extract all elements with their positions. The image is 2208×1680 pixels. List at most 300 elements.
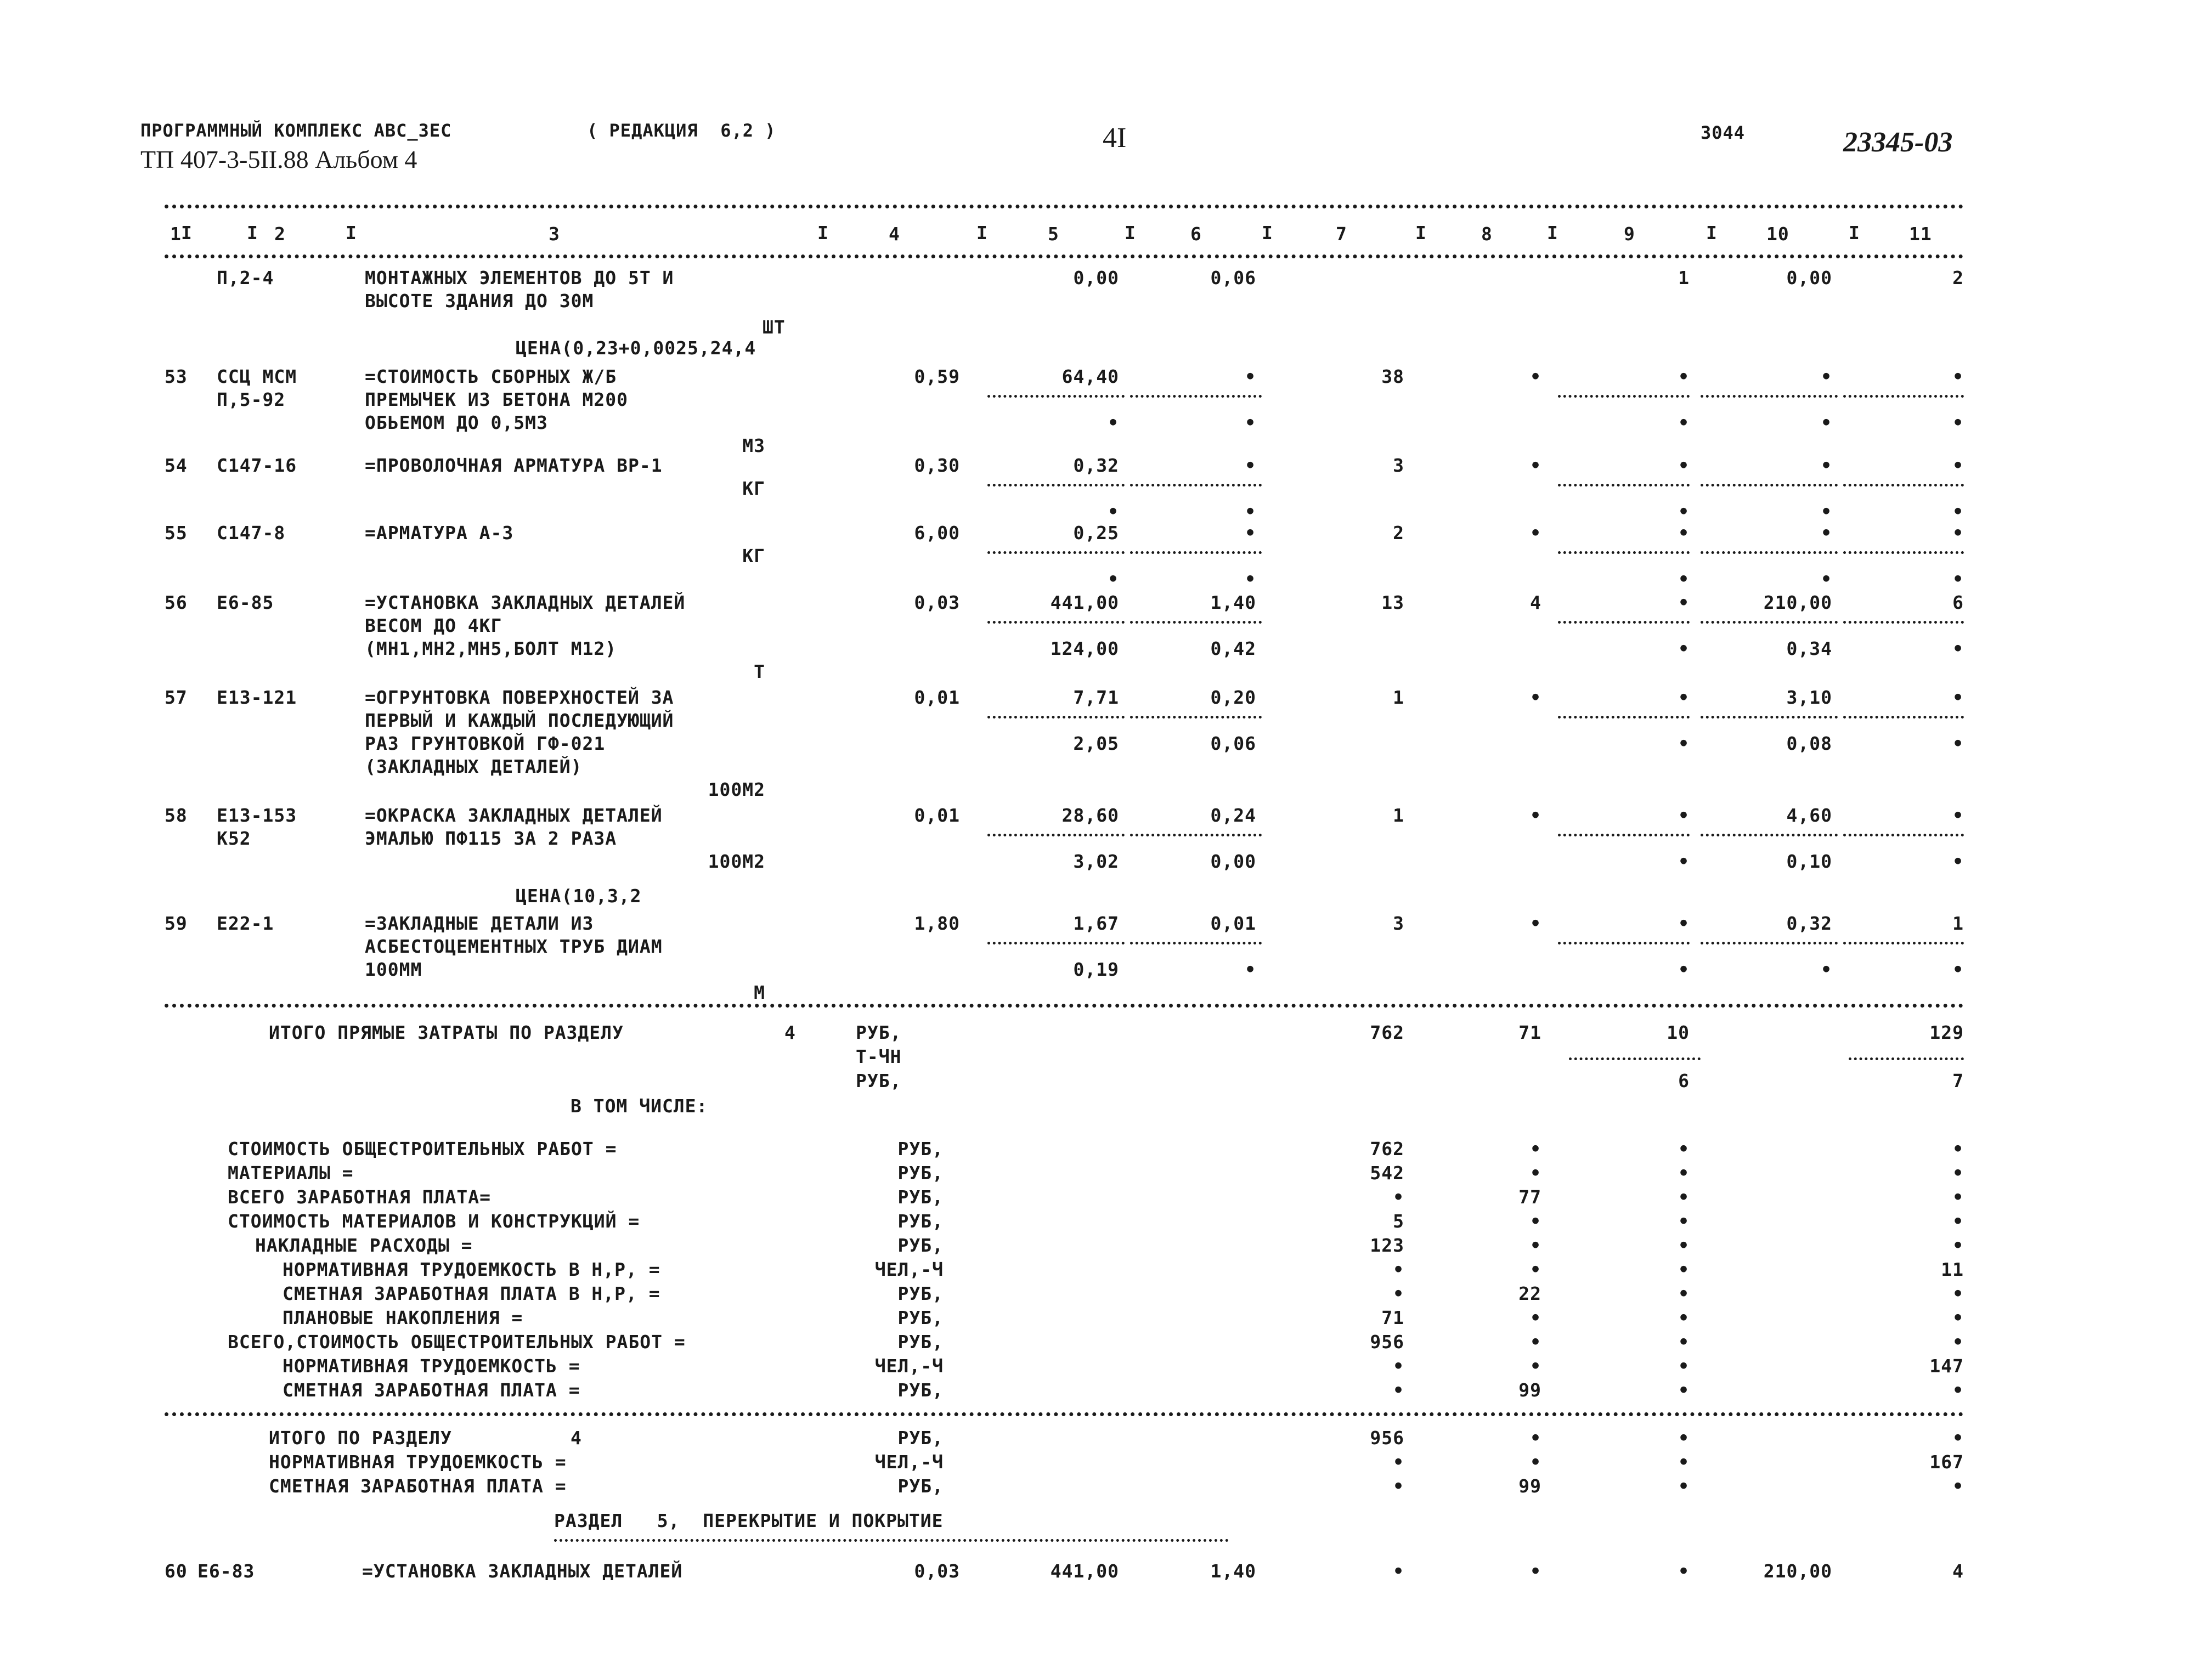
row-c4: 0,03 (914, 1560, 960, 1582)
column-separator: I (1706, 222, 1718, 244)
cell-c10a: • (1821, 522, 1832, 544)
section-total-c11a: 129 (1929, 1022, 1964, 1043)
breakdown-c11: • (1952, 1331, 1964, 1353)
row-description: МОНТАЖНЫХ ЭЛЕМЕНТОВ ДО 5Т И (365, 267, 674, 289)
cell-c9a: • (1678, 805, 1690, 826)
cell-divider-c6 (1130, 551, 1262, 554)
cell-c9a: • (1678, 366, 1690, 387)
breakdown-c7: • (1393, 1259, 1404, 1280)
cell-c10a: • (1821, 366, 1832, 387)
row-code: Е6-85 (217, 592, 274, 613)
cell-divider-c11 (1843, 834, 1964, 836)
row-number: 58 (165, 805, 188, 826)
cell-c4: 0,01 (914, 805, 960, 826)
section-total-unit-3: РУБ, (856, 1070, 902, 1091)
breakdown-label: НОРМАТИВНАЯ ТРУДОЕМКОСТЬ В Н,Р, = (283, 1259, 660, 1280)
cell-c11b: • (1952, 851, 1964, 872)
cell-divider-c6 (1130, 621, 1262, 624)
cell-c10a: • (1821, 455, 1832, 476)
row-number: 57 (165, 687, 188, 708)
cell-c11a: 1 (1952, 913, 1964, 934)
column-separator: I (1849, 222, 1860, 244)
column-separator: I (1125, 222, 1136, 244)
cell-c5b: 2,05 (1073, 733, 1119, 754)
breakdown-unit: РУБ, (897, 1210, 944, 1232)
cell-c6b: • (1245, 568, 1256, 590)
breakdown-label: НАКЛАДНЫЕ РАСХОДЫ = (255, 1235, 473, 1256)
cell-c5b: • (1108, 412, 1119, 433)
breakdown-c7: 956 (1370, 1331, 1404, 1353)
section-total-c11b: 7 (1952, 1070, 1964, 1091)
breakdown-c8: • (1530, 1162, 1541, 1184)
final-c8: • (1530, 1427, 1541, 1449)
column-separator: I (1262, 222, 1273, 244)
cell-divider-c10 (1701, 551, 1838, 554)
program-name: ПРОГРАММНЫЙ КОМПЛЕКС АВС_3ЕС (140, 120, 452, 141)
cell-c11a: 2 (1952, 267, 1964, 289)
cell-c5a: 1,67 (1073, 913, 1119, 934)
cell-divider-c10 (1701, 942, 1838, 944)
column-header-1: 1 (170, 223, 182, 245)
row-description: ВЕСОМ ДО 4КГ (365, 615, 502, 636)
cell-c8: 4 (1530, 592, 1541, 613)
column-header-8: 8 (1481, 223, 1493, 245)
cell-divider-c6 (1130, 716, 1262, 719)
cell-divider-c11 (1843, 551, 1964, 554)
row-description: =ОГРУНТОВКА ПОВЕРХНОСТЕЙ ЗА (365, 687, 674, 708)
final-c8: 99 (1518, 1475, 1541, 1497)
section-total-label: ИТОГО ПРЯМЫЕ ЗАТРАТЫ ПО РАЗДЕЛУ (269, 1022, 624, 1043)
unit-label: КГ (742, 545, 765, 567)
cell-c11b: • (1952, 959, 1964, 980)
breakdown-label: СМЕТНАЯ ЗАРАБОТНАЯ ПЛАТА В Н,Р, = (283, 1283, 660, 1304)
cell-c9a: • (1678, 913, 1690, 934)
row-description: АСБЕСТОЦЕМЕНТНЫХ ТРУБ ДИАМ (365, 936, 663, 957)
cell-divider-c5 (987, 942, 1125, 944)
cell-c11b: • (1952, 501, 1964, 522)
cell-c6b: • (1245, 501, 1256, 522)
row-description: ЭМАЛЬЮ ПФ115 ЗА 2 РАЗА (365, 828, 617, 849)
row-description: =ЗАКЛАДНЫЕ ДЕТАЛИ ИЗ (365, 913, 594, 934)
cell-divider-c10 (1701, 484, 1838, 487)
cell-c4: 1,80 (914, 913, 960, 934)
breakdown-c9: • (1678, 1355, 1690, 1377)
breakdown-c11: 147 (1929, 1355, 1964, 1377)
breakdown-c8: • (1530, 1355, 1541, 1377)
breakdown-c7: 542 (1370, 1162, 1404, 1184)
unit-label: 100М2 (708, 779, 765, 800)
cell-c11b: • (1952, 733, 1964, 754)
cell-c9a: • (1678, 455, 1690, 476)
row-number: 59 (165, 913, 188, 934)
breakdown-c11: • (1952, 1283, 1964, 1304)
cell-c5a: 441,00 (1050, 592, 1119, 613)
row-number: 56 (165, 592, 188, 613)
row-code: Е22-1 (217, 913, 274, 934)
cell-c6b: • (1245, 959, 1256, 980)
row-c9: • (1678, 1560, 1690, 1582)
cell-c4: 0,59 (914, 366, 960, 387)
cell-c9b: • (1678, 501, 1690, 522)
breakdown-c8: 99 (1518, 1379, 1541, 1401)
breakdown-unit: РУБ, (897, 1235, 944, 1256)
rule-before-final (165, 1412, 1964, 1416)
cell-c8: • (1530, 522, 1541, 544)
row-code: П,2-4 (217, 267, 274, 289)
breakdown-unit: РУБ, (897, 1331, 944, 1353)
document-title: ТП 407-3-5II.88 Альбом 4 (140, 145, 417, 173)
breakdown-c9: • (1678, 1283, 1690, 1304)
breakdown-c9: • (1678, 1138, 1690, 1159)
cell-c5a: 64,40 (1061, 366, 1119, 387)
row-description: (ЗАКЛАДНЫХ ДЕТАЛЕЙ) (365, 756, 583, 777)
cell-c4: 0,03 (914, 592, 960, 613)
cell-divider-c11 (1843, 621, 1964, 624)
row-code: Е6-83 (197, 1560, 255, 1582)
cell-c4: 6,00 (914, 522, 960, 544)
cell-c8: • (1530, 687, 1541, 708)
cell-divider-c10 (1701, 621, 1838, 624)
breakdown-c9: • (1678, 1307, 1690, 1328)
cell-c6b: 0,42 (1210, 638, 1256, 659)
cell-c5a: 0,25 (1073, 522, 1119, 544)
cell-divider-c5 (987, 621, 1125, 624)
breakdown-c11: 11 (1941, 1259, 1964, 1280)
cell-divider-c9 (1558, 484, 1690, 487)
final-label: НОРМАТИВНАЯ ТРУДОЕМКОСТЬ = (269, 1451, 567, 1473)
breakdown-c7: • (1393, 1186, 1404, 1208)
breakdown-c9: • (1678, 1379, 1690, 1401)
column-header-4: 4 (889, 223, 900, 245)
unit-label: ШТ (763, 316, 786, 338)
cell-c9a: • (1678, 592, 1690, 613)
breakdown-c11: • (1952, 1210, 1964, 1232)
cell-c9a: 1 (1678, 267, 1690, 289)
column-separator: I (1547, 222, 1558, 244)
breakdown-c8: • (1530, 1307, 1541, 1328)
breakdown-c11: • (1952, 1162, 1964, 1184)
cell-divider-c9 (1558, 942, 1690, 944)
handwritten-stamp: 23345-03 (1843, 127, 1953, 158)
cell-c9b: • (1678, 412, 1690, 433)
rule-header-bottom (165, 254, 1964, 258)
unit-label: М3 (742, 435, 765, 456)
breakdown-c8: • (1530, 1235, 1541, 1256)
cell-c7: 3 (1393, 455, 1404, 476)
breakdown-c8: 77 (1518, 1186, 1541, 1208)
final-c7: • (1393, 1475, 1404, 1497)
breakdown-c8: • (1530, 1138, 1541, 1159)
column-header-9: 9 (1624, 223, 1635, 245)
final-unit: ЧЕЛ,-Ч (874, 1451, 944, 1473)
column-header-7: 7 (1336, 223, 1347, 245)
final-c9: • (1678, 1475, 1690, 1497)
row-number: 53 (165, 366, 188, 387)
breakdown-c11: • (1952, 1307, 1964, 1328)
breakdown-c8: • (1530, 1210, 1541, 1232)
cell-c4: 0,01 (914, 687, 960, 708)
column-header-11: 11 (1909, 223, 1932, 245)
breakdown-unit: РУБ, (897, 1307, 944, 1328)
row-c5: 441,00 (1050, 1560, 1119, 1582)
breakdown-unit: РУБ, (897, 1162, 944, 1184)
breakdown-c7: 762 (1370, 1138, 1404, 1159)
cell-c6a: • (1245, 455, 1256, 476)
breakdown-c11: • (1952, 1138, 1964, 1159)
section-total-unit-2: Т-ЧН (856, 1046, 902, 1067)
cell-divider-c11 (1843, 942, 1964, 944)
cell-c10b: 0,08 (1786, 733, 1832, 754)
section-total-c11-divider (1849, 1057, 1964, 1060)
cell-c5b: 0,19 (1073, 959, 1119, 980)
cell-c6a: 0,20 (1210, 687, 1256, 708)
cell-c9b: • (1678, 733, 1690, 754)
row-c7: • (1393, 1560, 1404, 1582)
section-total-c9b: 6 (1678, 1070, 1690, 1091)
cell-c7: 13 (1381, 592, 1404, 613)
breakdown-label: МАТЕРИАЛЫ = (228, 1162, 354, 1184)
column-header-3: 3 (549, 223, 560, 245)
cell-divider-c6 (1130, 484, 1262, 487)
cell-divider-c9 (1558, 551, 1690, 554)
row-number: 54 (165, 455, 188, 476)
cell-divider-c9 (1558, 834, 1690, 836)
breakdown-c11: • (1952, 1379, 1964, 1401)
cell-c10a: 0,32 (1786, 913, 1832, 934)
breakdown-c7: 71 (1381, 1307, 1404, 1328)
row-code: Е13-153 (217, 805, 297, 826)
column-header-10: 10 (1766, 223, 1789, 245)
final-unit: РУБ, (897, 1427, 944, 1449)
final-c11: • (1952, 1427, 1964, 1449)
breakdown-c8: • (1530, 1331, 1541, 1353)
cell-c5a: 7,71 (1073, 687, 1119, 708)
cell-divider-c5 (987, 834, 1125, 836)
final-c7: • (1393, 1451, 1404, 1473)
cell-c11b: • (1952, 568, 1964, 590)
cell-divider-c10 (1701, 395, 1838, 398)
including-label: В ТОМ ЧИСЛЕ: (571, 1095, 708, 1117)
breakdown-c11: • (1952, 1186, 1964, 1208)
final-c7: 956 (1370, 1427, 1404, 1449)
cell-divider-c9 (1558, 621, 1690, 624)
row-description: ОБЬЕМОМ ДО 0,5М3 (365, 412, 548, 433)
row-code: Е13-121 (217, 687, 297, 708)
row-c8: • (1530, 1560, 1541, 1582)
cell-divider-c11 (1843, 395, 1964, 398)
unit-label: М (754, 982, 765, 1003)
cell-divider-c6 (1130, 834, 1262, 836)
cell-divider-c6 (1130, 942, 1262, 944)
breakdown-unit: РУБ, (897, 1138, 944, 1159)
breakdown-unit: РУБ, (897, 1186, 944, 1208)
cell-c5b: 124,00 (1050, 638, 1119, 659)
cell-divider-c5 (987, 551, 1125, 554)
row-code: К52 (217, 828, 251, 849)
cell-c11a: • (1952, 455, 1964, 476)
breakdown-unit: ЧЕЛ,-Ч (874, 1259, 944, 1280)
row-code: С147-8 (217, 522, 286, 544)
cell-c9b: • (1678, 568, 1690, 590)
breakdown-label: СТОИМОСТЬ МАТЕРИАЛОВ И КОНСТРУКЦИЙ = (228, 1210, 640, 1232)
cell-c11b: • (1952, 412, 1964, 433)
cell-c10b: • (1821, 412, 1832, 433)
breakdown-unit: РУБ, (897, 1283, 944, 1304)
cell-divider-c5 (987, 484, 1125, 487)
row-c11: 4 (1952, 1560, 1964, 1582)
cell-c10b: • (1821, 959, 1832, 980)
breakdown-c7: • (1393, 1283, 1404, 1304)
cell-c6b: 0,00 (1210, 851, 1256, 872)
row-code: ССЦ МСМ (217, 366, 297, 387)
cell-c5b: • (1108, 568, 1119, 590)
column-separator: I (181, 222, 193, 244)
row-description: =АРМАТУРА А-3 (365, 522, 514, 544)
breakdown-c7: • (1393, 1355, 1404, 1377)
row-number: 60 (165, 1560, 188, 1582)
sheet-code: 3044 (1701, 122, 1746, 143)
row-description: ВЫСОТЕ ЗДАНИЯ ДО 30М (365, 290, 594, 312)
next-section-title: РАЗДЕЛ 5, ПЕРЕКРЫТИЕ И ПОКРЫТИЕ (554, 1510, 944, 1531)
cell-divider-c9 (1558, 716, 1690, 719)
rule-top (165, 205, 1964, 208)
cell-c6a: 0,24 (1210, 805, 1256, 826)
cell-c9a: • (1678, 522, 1690, 544)
final-label: СМЕТНАЯ ЗАРАБОТНАЯ ПЛАТА = (269, 1475, 567, 1497)
cell-divider-c10 (1701, 716, 1838, 719)
breakdown-c11: • (1952, 1235, 1964, 1256)
next-section-underline (554, 1539, 1229, 1542)
cell-c8: • (1530, 366, 1541, 387)
column-separator: I (346, 222, 357, 244)
section-total-c8: 71 (1518, 1022, 1541, 1043)
cell-c6b: • (1245, 412, 1256, 433)
cell-c11a: • (1952, 687, 1964, 708)
unit-label: 100М2 (708, 851, 765, 872)
final-unit: РУБ, (897, 1475, 944, 1497)
cell-c4: 0,30 (914, 455, 960, 476)
cell-divider-c11 (1843, 716, 1964, 719)
row-description: =ОКРАСКА ЗАКЛАДНЫХ ДЕТАЛЕЙ (365, 805, 663, 826)
cell-c6a: 0,01 (1210, 913, 1256, 934)
price-formula: ЦЕНА(0,23+0,0025,24,4 (516, 337, 756, 359)
breakdown-c9: • (1678, 1162, 1690, 1184)
cell-c11a: 6 (1952, 592, 1964, 613)
section-total-c9a: 10 (1667, 1022, 1690, 1043)
breakdown-label: СМЕТНАЯ ЗАРАБОТНАЯ ПЛАТА = (283, 1379, 580, 1401)
cell-divider-c10 (1701, 834, 1838, 836)
row-description: =СТОИМОСТЬ СБОРНЫХ Ж/Б (365, 366, 617, 387)
cell-c9b: • (1678, 638, 1690, 659)
cell-c11a: • (1952, 522, 1964, 544)
row-code: П,5-92 (217, 389, 286, 410)
final-c8: • (1530, 1451, 1541, 1473)
cell-divider-c5 (987, 716, 1125, 719)
row-description: ПЕРВЫЙ И КАЖДЫЙ ПОСЛЕДУЮЩИЙ (365, 710, 674, 731)
cell-c7: 3 (1393, 913, 1404, 934)
cell-c7: 2 (1393, 522, 1404, 544)
section-total-number: 4 (784, 1022, 796, 1043)
row-description: =ПРОВОЛОЧНАЯ АРМАТУРА ВР-1 (365, 455, 663, 476)
breakdown-label: СТОИМОСТЬ ОБЩЕСТРОИТЕЛЬНЫХ РАБОТ = (228, 1138, 617, 1159)
cell-c8: • (1530, 805, 1541, 826)
cell-c8: • (1530, 913, 1541, 934)
cell-c6a: 0,06 (1210, 267, 1256, 289)
row-description: 100ММ (365, 959, 422, 980)
final-label: ИТОГО ПО РАЗДЕЛУ (269, 1427, 452, 1449)
row-description: РАЗ ГРУНТОВКОЙ ГФ-021 (365, 733, 606, 754)
section-total-unit-1: РУБ, (856, 1022, 902, 1043)
cell-c10a: 3,10 (1786, 687, 1832, 708)
final-extra: 4 (571, 1427, 582, 1449)
row-description: ПРЕМЫЧЕК ИЗ БЕТОНА М200 (365, 389, 628, 410)
row-description: (МН1,МН2,МН5,БОЛТ М12) (365, 638, 617, 659)
cell-c5b: • (1108, 501, 1119, 522)
cell-c10a: 210,00 (1763, 592, 1832, 613)
cell-c5a: 0,32 (1073, 455, 1119, 476)
cell-divider-c9 (1558, 395, 1690, 398)
row-code: С147-16 (217, 455, 297, 476)
breakdown-c7: 123 (1370, 1235, 1404, 1256)
row-description: =УСТАНОВКА ЗАКЛАДНЫХ ДЕТАЛЕЙ (365, 592, 686, 613)
breakdown-c8: 22 (1518, 1283, 1541, 1304)
cell-c10b: 0,10 (1786, 851, 1832, 872)
cell-c11a: • (1952, 805, 1964, 826)
breakdown-label: ВСЕГО,СТОИМОСТЬ ОБЩЕСТРОИТЕЛЬНЫХ РАБОТ = (228, 1331, 686, 1353)
column-header-6: 6 (1190, 223, 1202, 245)
breakdown-unit: РУБ, (897, 1379, 944, 1401)
cell-c7: 1 (1393, 687, 1404, 708)
final-c11: 167 (1929, 1451, 1964, 1473)
cell-c7: 38 (1381, 366, 1404, 387)
edition-label: ( РЕДАКЦИЯ 6,2 ) (587, 120, 776, 141)
cell-c6a: • (1245, 522, 1256, 544)
column-separator: I (1415, 222, 1427, 244)
breakdown-label: ПЛАНОВЫЕ НАКОПЛЕНИЯ = (283, 1307, 523, 1328)
section-total-c9-divider (1569, 1057, 1701, 1060)
price-formula: ЦЕНА(10,3,2 (516, 885, 642, 907)
unit-label: КГ (742, 478, 765, 499)
column-separator: I (817, 222, 829, 244)
column-separator: I (247, 222, 258, 244)
cell-c5a: 28,60 (1061, 805, 1119, 826)
unit-label: Т (754, 661, 765, 682)
cell-c10b: • (1821, 568, 1832, 590)
cell-c8: • (1530, 455, 1541, 476)
cell-c7: 1 (1393, 805, 1404, 826)
section-total-c7: 762 (1370, 1022, 1404, 1043)
cell-c6a: 1,40 (1210, 592, 1256, 613)
row-description: =УСТАНОВКА ЗАКЛАДНЫХ ДЕТАЛЕЙ (362, 1560, 683, 1582)
breakdown-c9: • (1678, 1235, 1690, 1256)
cell-c9a: • (1678, 687, 1690, 708)
breakdown-label: ВСЕГО ЗАРАБОТНАЯ ПЛАТА= (228, 1186, 491, 1208)
column-header-2: 2 (274, 223, 286, 245)
cell-divider-c11 (1843, 484, 1964, 487)
final-c9: • (1678, 1427, 1690, 1449)
breakdown-c8: • (1530, 1259, 1541, 1280)
row-c6: 1,40 (1210, 1560, 1256, 1582)
breakdown-c7: • (1393, 1379, 1404, 1401)
breakdown-c9: • (1678, 1186, 1690, 1208)
cell-c9b: • (1678, 851, 1690, 872)
cell-divider-c6 (1130, 395, 1262, 398)
breakdown-c7: 5 (1393, 1210, 1404, 1232)
cell-c10b: 0,34 (1786, 638, 1832, 659)
breakdown-c9: • (1678, 1210, 1690, 1232)
cell-c10a: 0,00 (1786, 267, 1832, 289)
row-number: 55 (165, 522, 188, 544)
